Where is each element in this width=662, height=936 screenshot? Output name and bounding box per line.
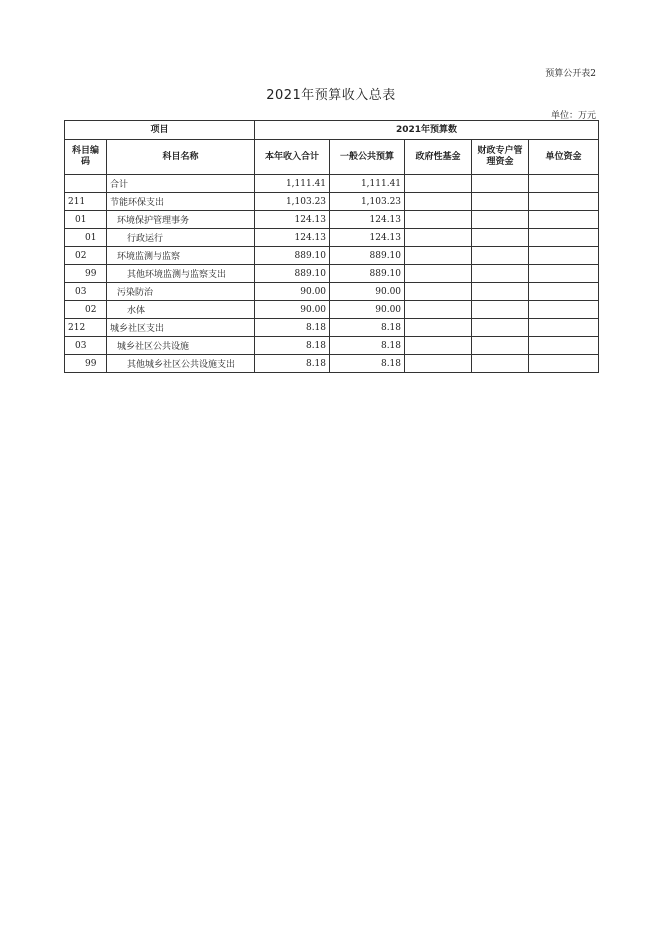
col-header-general: 一般公共预算 [330, 140, 405, 175]
cell-name: 合计 [107, 175, 255, 193]
cell-code: 02 [65, 301, 107, 319]
cell-code [65, 175, 107, 193]
cell-name: 城乡社区支出 [107, 319, 255, 337]
cell-general: 8.18 [330, 319, 405, 337]
cell-general: 889.10 [330, 265, 405, 283]
table-row [65, 301, 599, 319]
table-row [65, 193, 599, 211]
table-row [65, 283, 599, 301]
table-row [65, 247, 599, 265]
cell-general: 8.18 [330, 355, 405, 373]
cell-name: 城乡社区公共设施 [107, 337, 255, 355]
header-group-budget: 2021年预算数 [255, 121, 599, 140]
table-row [65, 319, 599, 337]
cell-unit-funds [529, 229, 599, 247]
cell-name: 污染防治 [107, 283, 255, 301]
col-header-special: 财政专户管理资金 [472, 140, 529, 175]
table-row [65, 337, 599, 355]
cell-general: 1,111.41 [330, 175, 405, 193]
cell-general: 90.00 [330, 283, 405, 301]
cell-fund [405, 175, 472, 193]
cell-fund [405, 211, 472, 229]
cell-name: 行政运行 [107, 229, 255, 247]
cell-fund [405, 319, 472, 337]
cell-unit-funds [529, 193, 599, 211]
cell-name: 环境保护管理事务 [107, 211, 255, 229]
cell-total: 8.18 [255, 355, 330, 373]
cell-code: 01 [65, 211, 107, 229]
cell-unit-funds [529, 283, 599, 301]
cell-total: 1,103.23 [255, 193, 330, 211]
header-column-row [65, 140, 599, 175]
cell-code: 211 [65, 193, 107, 211]
cell-special [472, 337, 529, 355]
cell-fund [405, 247, 472, 265]
cell-code: 99 [65, 355, 107, 373]
cell-general: 124.13 [330, 211, 405, 229]
cell-code: 212 [65, 319, 107, 337]
cell-total: 889.10 [255, 247, 330, 265]
table-row [65, 265, 599, 283]
cell-special [472, 193, 529, 211]
cell-total: 1,111.41 [255, 175, 330, 193]
cell-general: 90.00 [330, 301, 405, 319]
cell-special [472, 247, 529, 265]
col-header-total: 本年收入合计 [255, 140, 330, 175]
cell-special [472, 355, 529, 373]
cell-general: 124.13 [330, 229, 405, 247]
cell-total: 124.13 [255, 211, 330, 229]
col-header-code: 科目编码 [65, 140, 107, 175]
cell-general: 8.18 [330, 337, 405, 355]
cell-name: 其他城乡社区公共设施支出 [107, 355, 255, 373]
cell-total: 8.18 [255, 337, 330, 355]
cell-general: 1,103.23 [330, 193, 405, 211]
table-row [65, 175, 599, 193]
cell-special [472, 265, 529, 283]
cell-special [472, 301, 529, 319]
cell-total: 90.00 [255, 283, 330, 301]
cell-unit-funds [529, 265, 599, 283]
col-header-fund: 政府性基金 [405, 140, 472, 175]
cell-fund [405, 283, 472, 301]
table-body [65, 175, 599, 373]
cell-fund [405, 265, 472, 283]
cell-special [472, 283, 529, 301]
cell-special [472, 319, 529, 337]
cell-total: 124.13 [255, 229, 330, 247]
cell-fund [405, 193, 472, 211]
col-header-unit-funds: 单位资金 [529, 140, 599, 175]
cell-unit-funds [529, 319, 599, 337]
cell-unit-funds [529, 337, 599, 355]
cell-general: 889.10 [330, 247, 405, 265]
cell-name: 环境监测与监察 [107, 247, 255, 265]
cell-fund [405, 229, 472, 247]
cell-name: 水体 [107, 301, 255, 319]
cell-name: 节能环保支出 [107, 193, 255, 211]
cell-total: 90.00 [255, 301, 330, 319]
cell-code: 03 [65, 337, 107, 355]
cell-fund [405, 337, 472, 355]
page-tag: 预算公开表2 [545, 69, 596, 79]
cell-special [472, 211, 529, 229]
header-group-project: 项目 [65, 121, 255, 140]
cell-unit-funds [529, 301, 599, 319]
cell-unit-funds [529, 175, 599, 193]
cell-unit-funds [529, 211, 599, 229]
header-group-row [65, 121, 599, 140]
page-title: 2021年预算收入总表 [266, 88, 396, 103]
cell-total: 889.10 [255, 265, 330, 283]
cell-name: 其他环境监测与监察支出 [107, 265, 255, 283]
cell-code: 03 [65, 283, 107, 301]
cell-code: 99 [65, 265, 107, 283]
cell-fund [405, 355, 472, 373]
table-row [65, 211, 599, 229]
unit-label: 单位：万元 [550, 111, 596, 121]
cell-special [472, 229, 529, 247]
cell-unit-funds [529, 247, 599, 265]
cell-total: 8.18 [255, 319, 330, 337]
cell-special [472, 175, 529, 193]
cell-fund [405, 301, 472, 319]
cell-code: 01 [65, 229, 107, 247]
table-row [65, 229, 599, 247]
cell-unit-funds [529, 355, 599, 373]
col-header-name: 科目名称 [107, 140, 255, 175]
budget-income-table [64, 120, 599, 373]
cell-code: 02 [65, 247, 107, 265]
table-row [65, 355, 599, 373]
